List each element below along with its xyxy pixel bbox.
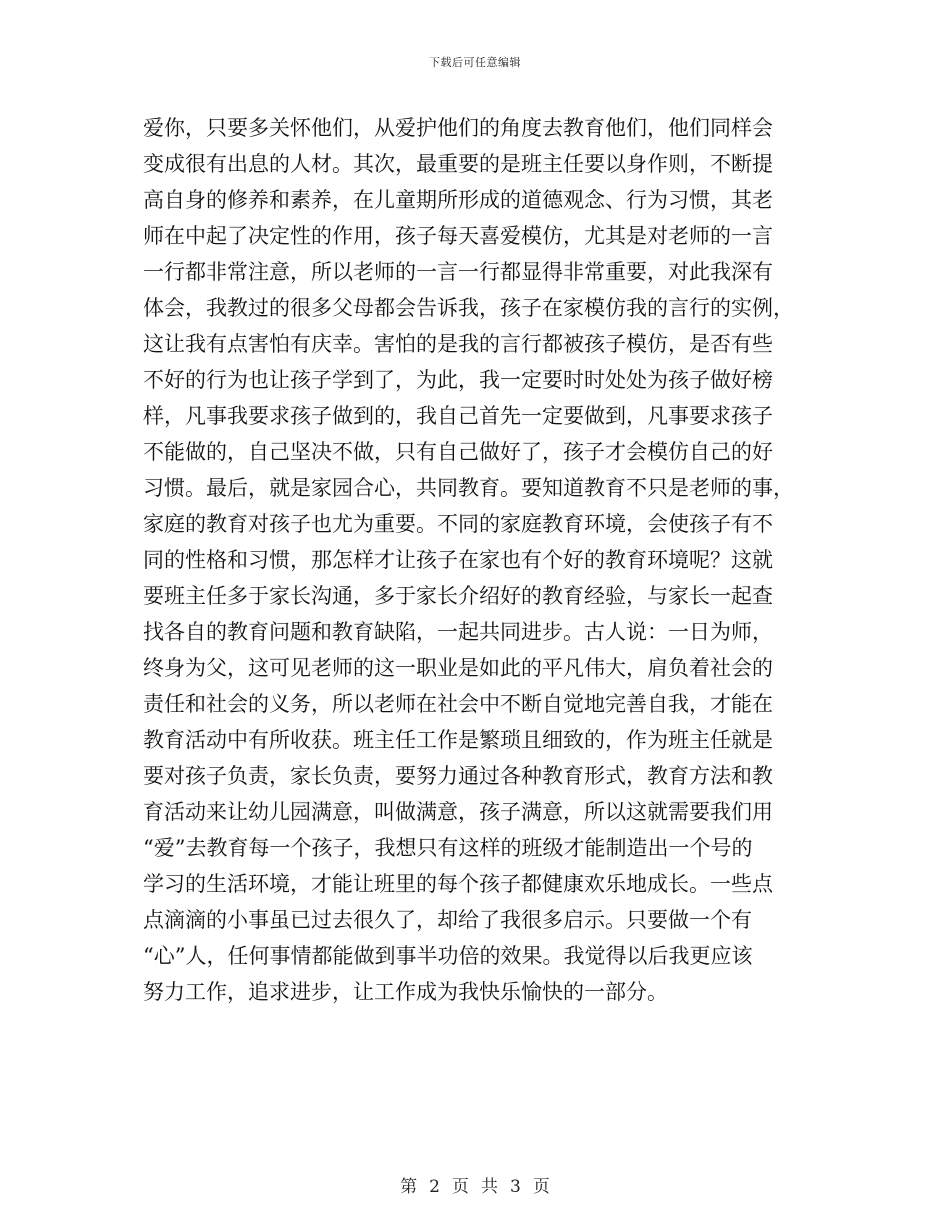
text-line: 爱你，只要多关怀他们，从爱护他们的角度去教育他们，他们同样会: [143, 116, 773, 140]
document-body: [143, 110, 815, 1010]
footer-total-pages: 3: [510, 1177, 521, 1197]
text-line: 样，凡事我要求孩子做到的，我自己首先一定要做到，凡事要求孩子: [143, 404, 773, 428]
text-line: 找各自的教育问题和教育缺陷，一起共同进步。古人说：一日为师，: [143, 620, 773, 644]
text-line: 努力工作，追求进步，让工作成为我快乐愉快的一部分。: [143, 980, 668, 1004]
text-line: 责任和社会的义务，所以老师在社会中不断自觉地完善自我，才能在: [143, 692, 773, 716]
page-footer: [0, 1172, 950, 1197]
footer-label-total: 共: [481, 1177, 498, 1197]
text-line: 点滴滴的小事虽已过去很久了，却给了我很多启示。只要做一个有: [143, 908, 752, 932]
text-line: 同的性格和习惯，那怎样才让孩子在家也有个好的教育环境呢？这就: [143, 548, 773, 572]
text-line: 变成很有出息的人材。其次，最重要的是班主任要以身作则，不断提: [143, 152, 773, 176]
text-line: 师在中起了决定性的作用，孩子每天喜爱模仿，尤其是对老师的一言: [143, 224, 773, 248]
text-line: 育活动来让幼儿园满意，叫做满意，孩子满意，所以这就需要我们用: [143, 800, 773, 824]
text-line: 习惯。最后，就是家园合心，共同教育。要知道教育不只是老师的事，: [143, 476, 794, 500]
text-line: 高自身的修养和素养，在儿童期所形成的道德观念、行为习惯，其老: [143, 188, 773, 212]
footer-label-page: 第: [400, 1177, 418, 1197]
text-line: 体会，我教过的很多父母都会告诉我，孩子在家模仿我的言行的实例，: [143, 296, 794, 320]
footer-label-unit: 页: [452, 1177, 469, 1197]
text-line: 要对孩子负责，家长负责，要努力通过各种教育形式，教育方法和教: [143, 764, 773, 788]
text-line: 教育活动中有所收获。班主任工作是繁琐且细致的，作为班主任就是: [143, 728, 773, 752]
text-line: 不好的行为也让孩子学到了，为此，我一定要时时处处为孩子做好榜: [143, 368, 773, 392]
page-header: 下载后可任意编辑: [429, 56, 521, 69]
text-line: 终身为父，这可见老师的这一职业是如此的平凡伟大，肩负着社会的: [143, 656, 773, 680]
text-line: 学习的生活环境，才能让班里的每个孩子都健康欢乐地成长。一些点: [143, 872, 773, 896]
text-line: 不能做的，自己坚决不做，只有自己做好了，孩子才会模仿自己的好: [143, 440, 773, 464]
text-line: “心”人，任何事情都能做到事半功倍的效果。我觉得以后我更应该: [143, 944, 753, 968]
text-line: “爱”去教育每一个孩子，我想只有这样的班级才能制造出一个号的: [143, 836, 753, 860]
footer-label-unit-end: 页: [532, 1177, 550, 1197]
text-line: 一行都非常注意，所以老师的一言一行都显得非常重要，对此我深有: [143, 260, 773, 284]
text-line: 要班主任多于家长沟通，多于家长介绍好的教育经验，与家长一起查: [143, 584, 773, 608]
text-line: 家庭的教育对孩子也尤为重要。不同的家庭教育环境，会使孩子有不: [143, 512, 773, 536]
text-line: 这让我有点害怕有庆幸。害怕的是我的言行都被孩子模仿，是否有些: [143, 332, 773, 356]
footer-current-page: 2: [429, 1177, 440, 1197]
